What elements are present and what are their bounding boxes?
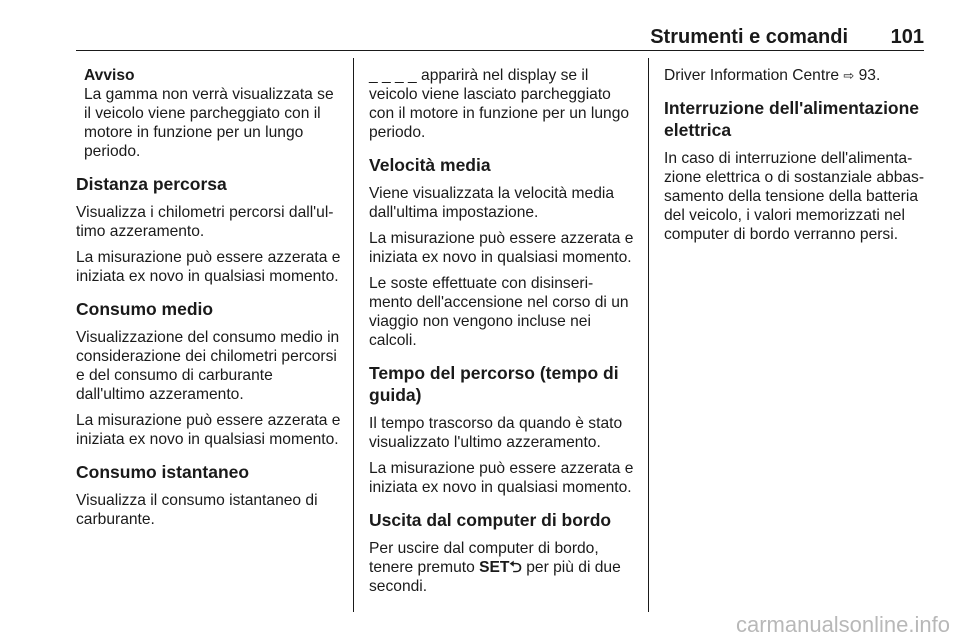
header-title: Strumenti e comandi — [650, 26, 848, 48]
section-title-instant-consumption: Consumo istantaneo — [76, 462, 250, 482]
paragraph: Viene visualizzata la velocità media dall'ultima impostazione. — [369, 185, 615, 221]
paragraph: Visualizzazione del consumo medio in considerazione dei chilometri percorsi e del consumo di carburante dall'ultimo azzeramento. — [76, 329, 340, 403]
paragraph: La misurazione può essere azzerata e iniziata ex novo in qualsiasi momento. — [76, 412, 341, 448]
text: per più di due secondi. — [369, 559, 621, 595]
column-2 — [369, 66, 635, 603]
paragraph: La misurazione può essere azzerata e iniziata ex novo in qualsiasi momento. — [369, 230, 634, 266]
paragraph: In caso di interruzione dell'alimenta- zione elettrica o di sostanziale abbas- samento della tensione della batteria del veicolo, i valori memorizzati nel computer di bordo verranno persi. — [664, 150, 925, 243]
paragraph-exit — [369, 539, 635, 596]
section-title-trip-time: Tempo del percorso (tempo di guida) — [369, 363, 619, 405]
return-arrow-icon: ⮌ — [509, 559, 522, 576]
paragraph: Il tempo trascorso da quando è stato visualizzato l'ultimo azzeramento. — [369, 415, 623, 451]
column-1 — [76, 66, 342, 536]
paragraph: La misurazione può essere azzerata e iniziata ex novo in qualsiasi momento. — [76, 249, 341, 285]
arrow-right-outline-icon: ⇨ — [843, 68, 855, 83]
page-number: 101 — [890, 26, 924, 48]
cross-reference — [664, 66, 930, 85]
section-title-exit: Uscita dal computer di bordo — [369, 510, 612, 530]
notice-box — [76, 66, 342, 161]
paragraph: Visualizza il consumo istantaneo di carburante. — [76, 492, 318, 528]
notice-title: Avviso — [84, 67, 135, 84]
text: Per uscire dal computer di bordo, tenere premuto — [369, 540, 599, 576]
reference-page: 93. — [854, 67, 881, 84]
paragraph: _ _ _ _ apparirà nel display se il veicolo viene lasciato parcheggiato con il motore in funzione per un lungo periodo. — [369, 67, 630, 141]
paragraph: Le soste effettuate con disinseri- mento dell'accensione nel corso di un viaggio non vengono incluse nei calcoli. — [369, 275, 629, 349]
column-divider-2 — [648, 58, 649, 612]
set-button-label: SET — [479, 559, 510, 576]
text: Driver Information Centre — [664, 67, 844, 84]
notice-text: La gamma non verrà visualizzata se il veicolo viene parcheggiato con il motore in funzione per un lungo periodo. — [84, 86, 334, 160]
section-title-power-interruption: Interruzione dell'alimentazione elettrica — [664, 98, 920, 140]
column-divider-1 — [353, 58, 354, 612]
section-title-avg-consumption: Consumo medio — [76, 299, 214, 319]
paragraph: Visualizza i chilometri percorsi dall'ul- timo azzeramento. — [76, 204, 334, 240]
paragraph: La misurazione può essere azzerata e iniziata ex novo in qualsiasi momento. — [369, 460, 634, 496]
section-title-avg-speed: Velocità media — [369, 155, 491, 175]
watermark: carmanualsonline.info — [735, 612, 950, 637]
column-3 — [664, 66, 930, 251]
section-title-distance: Distanza percorsa — [76, 174, 227, 194]
page-header — [76, 22, 924, 51]
